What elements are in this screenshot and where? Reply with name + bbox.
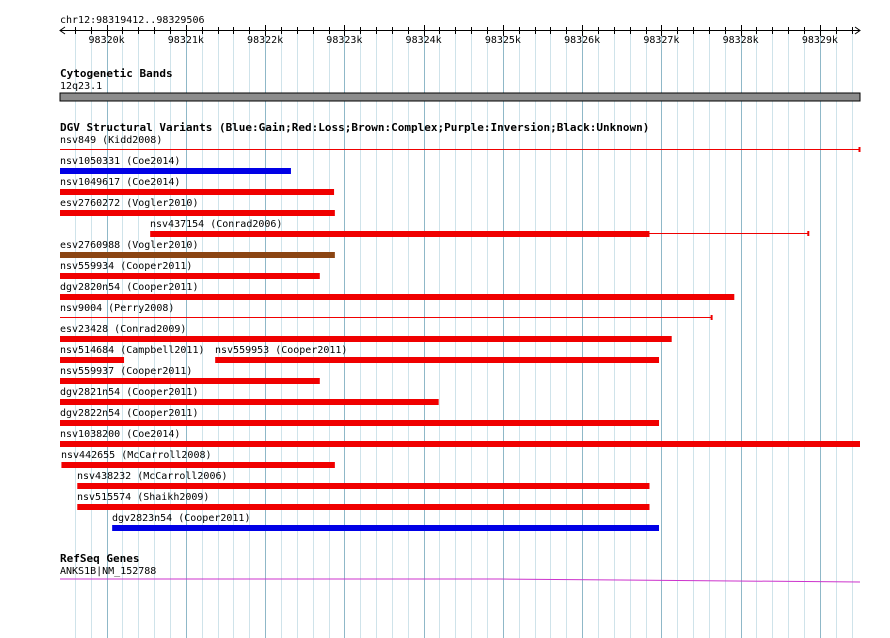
ruler-tick-label: 98327k: [643, 35, 680, 46]
sv-feature-label[interactable]: nsv849 (Kidd2008): [60, 135, 163, 146]
refseq-gene-label[interactable]: ANKS1B|NM_152788: [60, 566, 157, 577]
sv-feature-bar: [60, 189, 334, 195]
ruler-tick-label: 98326k: [564, 35, 601, 46]
ruler-tick-label: 98324k: [405, 35, 442, 46]
ruler-tick-label: 98325k: [484, 35, 521, 46]
dgv-track-title[interactable]: DGV Structural Variants (Blue:Gain;Red:Loss;Brown:Complex;Purple:Inversion;Black:Unknown): [60, 121, 650, 134]
sv-feature-label[interactable]: dgv2823n54 (Cooper2011): [112, 513, 251, 524]
sv-feature-bar: [60, 357, 124, 363]
sv-feature-label[interactable]: esv23428 (Conrad2009): [60, 324, 187, 335]
sv-feature-bar: [60, 399, 439, 405]
sv-feature-bar: [215, 357, 659, 363]
sv-feature-bar: [60, 168, 291, 174]
sv-feature-label[interactable]: nsv438232 (McCarroll2006): [77, 471, 228, 482]
refseq-track-title[interactable]: RefSeq Genes: [60, 552, 140, 565]
sv-feature-bar: [60, 420, 659, 426]
sv-feature-bar: [60, 273, 320, 279]
sv-feature-label[interactable]: nsv442655 (McCarroll2008): [61, 450, 212, 461]
location-label: chr12:98319412..98329506: [60, 15, 205, 26]
sv-feature-bar: [77, 504, 649, 510]
cytoband-label: 12q23.1: [60, 81, 103, 92]
cytoband-track-title[interactable]: Cytogenetic Bands: [60, 67, 173, 80]
sv-feature-label[interactable]: nsv9004 (Perry2008): [60, 303, 175, 314]
sv-feature-label[interactable]: esv2760272 (Vogler2010): [60, 198, 199, 209]
sv-feature-label[interactable]: dgv2821n54 (Cooper2011): [60, 387, 199, 398]
sv-feature-label[interactable]: nsv559934 (Cooper2011): [60, 261, 193, 272]
refseq-gene-line: [60, 579, 860, 582]
sv-feature-label[interactable]: nsv1038200 (Coe2014): [60, 429, 181, 440]
ruler-tick-label: 98321k: [167, 35, 204, 46]
sv-feature-label[interactable]: nsv559937 (Cooper2011): [60, 366, 193, 377]
sv-feature-label[interactable]: nsv514684 (Campbell2011): [60, 345, 205, 356]
sv-feature-label[interactable]: nsv515574 (Shaikh2009): [77, 492, 210, 503]
sv-feature-label[interactable]: dgv2820n54 (Cooper2011): [60, 282, 199, 293]
sv-feature-label[interactable]: nsv437154 (Conrad2006): [150, 219, 283, 230]
sv-feature-bar: [77, 483, 649, 489]
sv-feature-bar: [60, 252, 335, 258]
sv-feature-bar: [61, 462, 334, 468]
sv-feature-bar: [60, 441, 860, 447]
ruler-tick-label: 98323k: [326, 35, 363, 46]
sv-feature-bar: [60, 294, 734, 300]
sv-feature-bar: [60, 336, 672, 342]
ruler-tick-label: 98329k: [801, 35, 838, 46]
ruler-tick-label: 98328k: [722, 35, 759, 46]
ruler-tick-label: 98322k: [247, 35, 284, 46]
sv-feature-label[interactable]: nsv1049617 (Coe2014): [60, 177, 181, 188]
sv-feature-label[interactable]: esv2760988 (Vogler2010): [60, 240, 199, 251]
sv-feature-label[interactable]: dgv2822n54 (Cooper2011): [60, 408, 199, 419]
sv-feature-bar: [60, 378, 320, 384]
sv-feature-label[interactable]: nsv1050331 (Coe2014): [60, 156, 181, 167]
sv-feature-bar: [150, 231, 649, 237]
sv-feature-bar: [60, 210, 335, 216]
cytoband-12q23-1: [60, 93, 860, 101]
ruler-tick-label: 98320k: [88, 35, 125, 46]
sv-feature-label[interactable]: nsv559953 (Cooper2011): [215, 345, 348, 356]
sv-feature-bar: [112, 525, 659, 531]
